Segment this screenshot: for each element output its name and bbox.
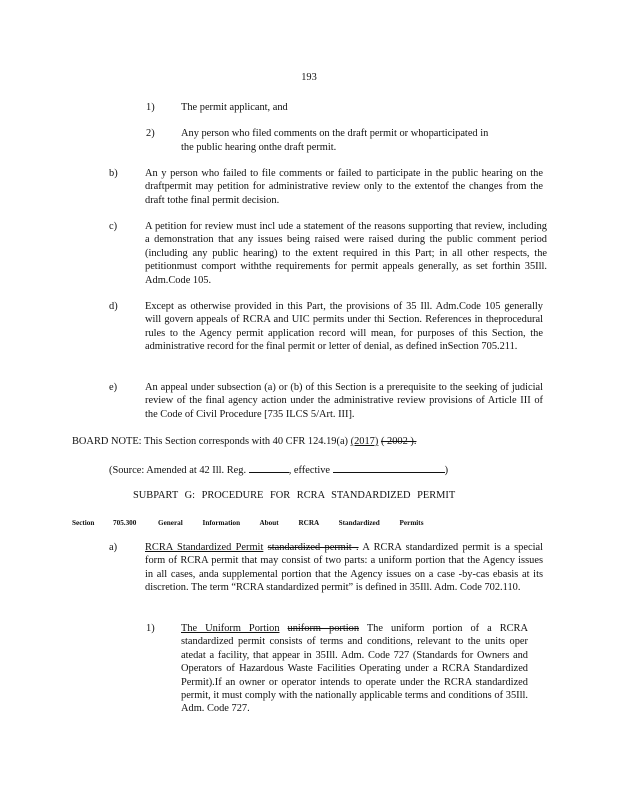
item-1-text: The permit applicant, and — [181, 102, 288, 113]
item-1-marker: 1) — [146, 102, 155, 113]
section-a1-marker: 1) — [146, 623, 155, 634]
section-a1-text: The uniform portion of a RCRA standardized permit consists of terms and conditions, relevant to the units oper atedat a facility, that appear in 35Ill. Adm. Code 727 (Standards for Owners and Operators of Hazardous Waste Facilities Operating under a RCRA Standardized Permit).If an owner or operator intends to operate under the RCRA standardized permit, it must comply with the nationally applicable terms and conditions of 35Ill. Adm. Code 727. — [181, 623, 528, 715]
board-note — [72, 435, 416, 448]
item-c-text: A petition for review must incl ude a statement of the reasons supporting that review, including a demonstration that any issues being raised were raised during the public comment period (including any public hearing) to the extent required in this Part; in all other respects, the petitionmust comport withthe requirements for permit appeals generally, as set forthin 35Ill. Adm.Code 105. — [145, 221, 547, 286]
section-a1-paragraph — [181, 622, 528, 716]
board-note-prefix: BOARD NOTE: This Section corresponds with 40 CFR 124.19(a) — [72, 436, 349, 447]
board-note-year-new: (2017) — [350, 436, 379, 447]
source-middle: , effective — [288, 465, 331, 476]
section-number: 705.300 — [113, 519, 137, 527]
source-suffix: ) — [444, 465, 449, 476]
board-note-year-old: ( 2002 ). — [380, 436, 417, 447]
section-a-marker: a) — [109, 542, 118, 553]
item-b-marker: b) — [109, 168, 118, 179]
item-d-marker: d) — [109, 301, 118, 312]
item-2-marker: 2) — [146, 128, 155, 139]
section-a-new-term: RCRA Standardized Permit — [145, 542, 264, 553]
item-e-marker: e) — [109, 382, 118, 393]
section-label: Section — [72, 519, 95, 527]
item-2-line-1: Any person who filed comments on the draft permit or whoparticipated in — [181, 128, 489, 139]
section-a-old-term: standardized permit . — [267, 542, 359, 553]
subpart-heading: SUBPART G: PROCEDURE FOR RCRA STANDARDIZED PERMIT — [133, 490, 456, 501]
page-number: 193 — [301, 72, 317, 83]
section-a1-new-term: The Uniform Portion — [181, 623, 280, 634]
section-title: General Information About RCRA Standardized Permits — [158, 519, 424, 527]
source-prefix: (Source: Amended at 42 Ill. Reg. — [109, 465, 247, 476]
source-reg-blank — [249, 462, 289, 473]
section-a1-old-term: uniform portion — [287, 623, 360, 634]
source-line — [109, 462, 448, 477]
section-a-text: A RCRA standardized permit is a special form of RCRA permit that may consist of two parts: a uniform portion that the Agency issues in all cases, anda supplemental portion that the Agency issues on a case -by-cas ebasis at its discretion. The term “RCRA standardized permit” is defined in 35Ill. Adm. Code 702.110. — [145, 542, 543, 594]
item-e-text: An appeal under subsection (a) or (b) of this Section is a prerequisite to the seeking of judicial review of the final agency action under the administrative review provisions of Article III of the Code of Civil Procedure [735 ILCS 5/Art. III]. — [145, 382, 543, 420]
item-b-text: An y person who failed to file comments or failed to participate in the public hearing on the draftpermit may petition for administrative review only to the extentof the changes from the draft tothe final permit decision. — [145, 168, 543, 206]
item-c-marker: c) — [109, 221, 118, 232]
item-d-text: Except as otherwise provided in this Part, the provisions of 35 Ill. Adm.Code 105 generally will govern appeals of RCRA and UIC permits under thi Section. References in theprocedural rules to the Agency permit application record will mean, for purposes of this Section, the administrative record for the final permit or letter of denial, as defined inSection 705.211. — [145, 301, 543, 353]
section-a-paragraph — [145, 541, 543, 595]
source-date-blank — [333, 462, 445, 473]
item-2-line-2: the public hearing onthe draft permit. — [181, 142, 337, 153]
